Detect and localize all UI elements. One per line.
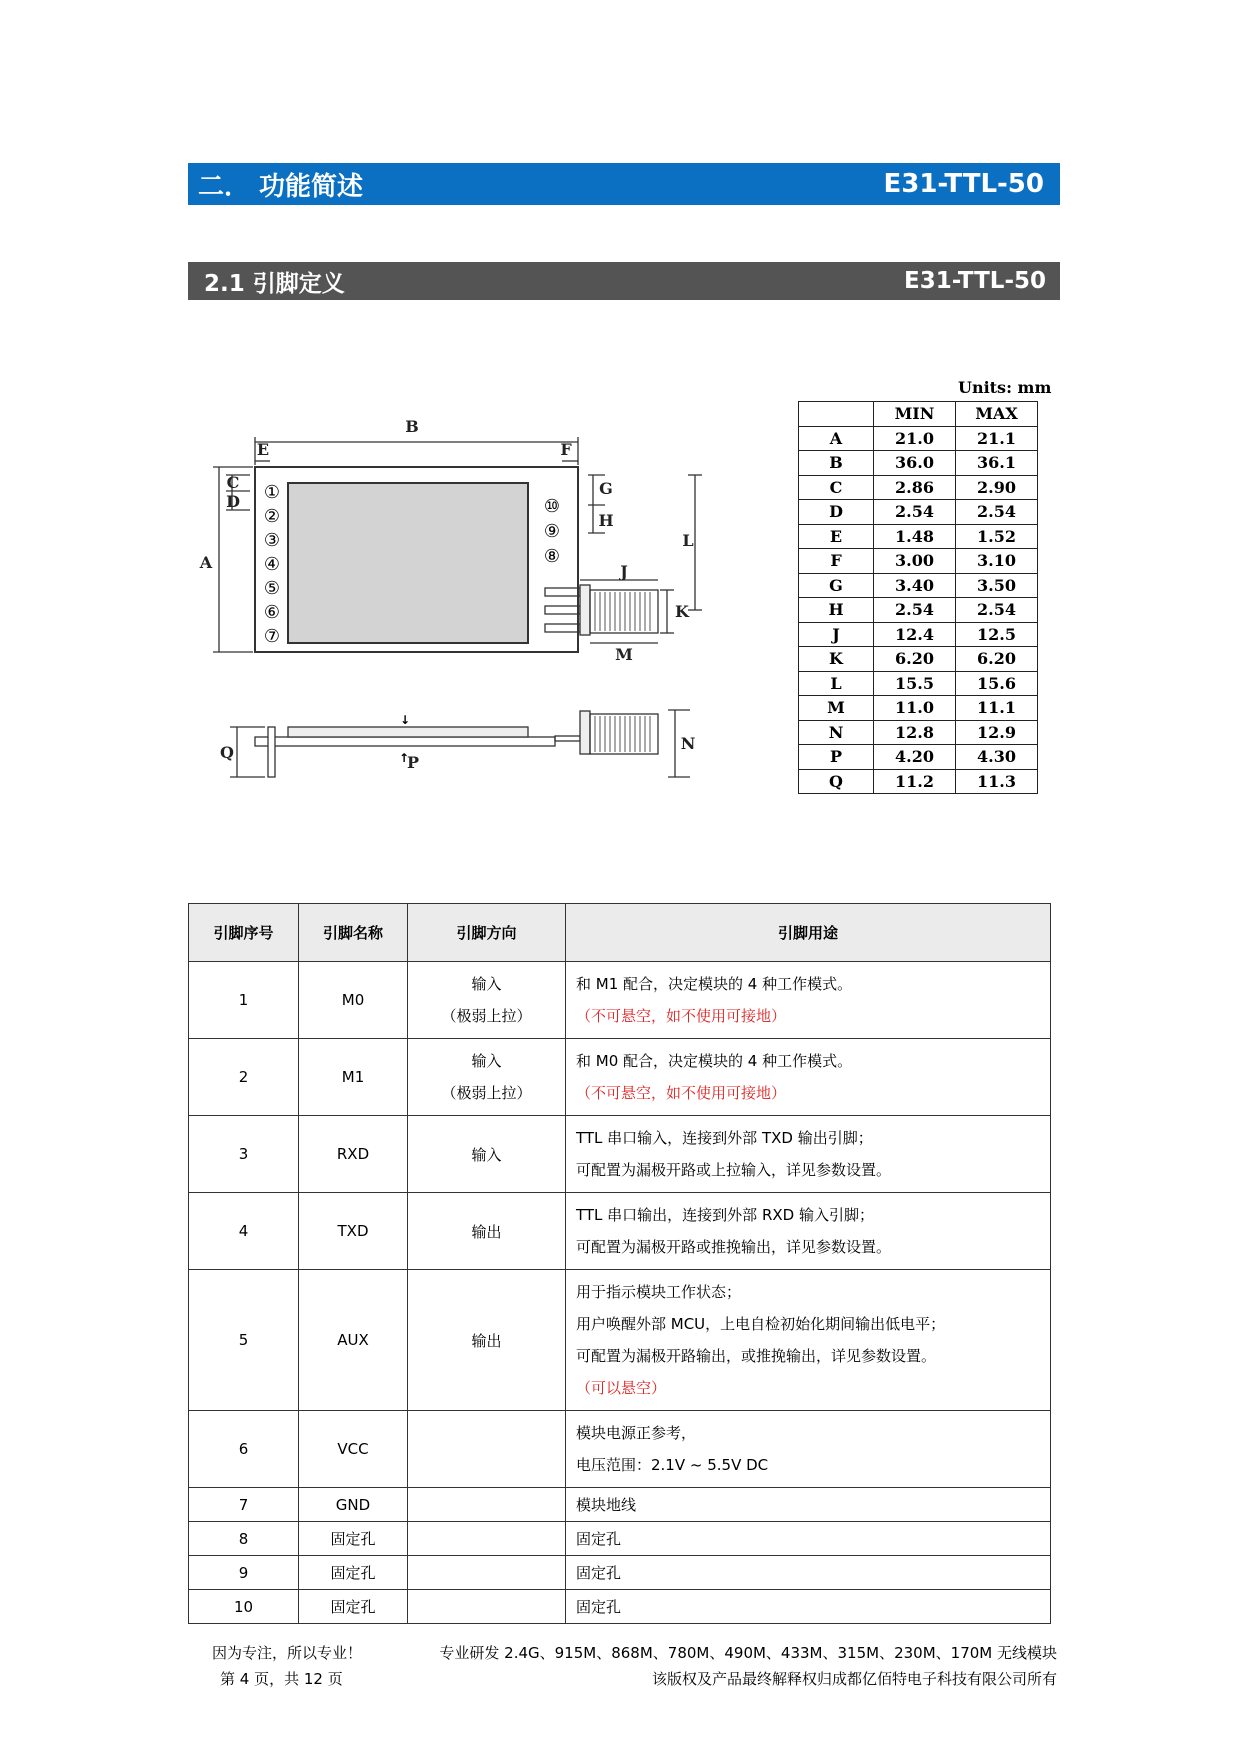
pin-label-3: ③ [263, 530, 281, 551]
dim-min: 12.8 [874, 720, 956, 745]
dim-max: 15.6 [956, 671, 1038, 696]
pin-usage: 模块地线 [566, 1488, 1051, 1522]
dim-row [799, 745, 1038, 770]
dim-label-n: N [680, 734, 696, 753]
pin-label-8: ⑧ [543, 546, 561, 567]
pin-usage: 固定孔 [566, 1522, 1051, 1556]
pin-row [189, 1116, 1051, 1193]
subsection-title: 2.1 引脚定义 [204, 270, 345, 297]
pin-name: 固定孔 [299, 1522, 408, 1556]
header-pin-name: 引脚名称 [299, 904, 408, 962]
arrow-down-icon: ↓ [399, 713, 411, 727]
dim-name: D [799, 500, 874, 525]
dim-name: E [799, 524, 874, 549]
dim-row [799, 500, 1038, 525]
dim-label-q: Q [220, 743, 234, 762]
pin-name: RXD [299, 1116, 408, 1193]
pin-number: 10 [189, 1590, 299, 1624]
dim-name: Q [799, 769, 874, 794]
pin-row [189, 1522, 1051, 1556]
pin-direction [408, 1556, 566, 1590]
dim-label-b: B [405, 417, 419, 436]
dim-name: J [799, 622, 874, 647]
dim-max: 1.52 [956, 524, 1038, 549]
pin-number: 2 [189, 1039, 299, 1116]
pin-row [189, 1411, 1051, 1488]
pin-row [189, 1488, 1051, 1522]
pin-label-10: ⑩ [543, 496, 561, 517]
dim-min: 6.20 [874, 647, 956, 672]
dim-label-g: G [599, 479, 613, 498]
dim-label-c: C [226, 473, 240, 492]
dim-max: 11.1 [956, 696, 1038, 721]
dim-min: 11.2 [874, 769, 956, 794]
dim-name: F [799, 549, 874, 574]
pin-name: AUX [299, 1270, 408, 1411]
dim-label-e: E [256, 440, 270, 459]
pin-usage: 和 M1 配合，决定模块的 4 种工作模式。 （不可悬空，如不使用可接地） [566, 962, 1051, 1039]
pin-row [189, 1193, 1051, 1270]
header-pin-usage: 引脚用途 [566, 904, 1051, 962]
dim-max: 36.1 [956, 451, 1038, 476]
dim-name: B [799, 451, 874, 476]
dim-row [799, 451, 1038, 476]
dim-row [799, 524, 1038, 549]
pin-direction: 输入 （极弱上拉） [408, 1039, 566, 1116]
dim-min: 12.4 [874, 622, 956, 647]
pin-number: 3 [189, 1116, 299, 1193]
dim-max: 12.5 [956, 622, 1038, 647]
subsection-model: E31-TTL-50 [904, 268, 1046, 294]
dim-label-f: F [560, 440, 572, 459]
dim-row [799, 647, 1038, 672]
pin-number: 5 [189, 1270, 299, 1411]
dim-label-p: P [406, 753, 420, 772]
dim-min: 4.20 [874, 745, 956, 770]
dim-header-blank [799, 402, 874, 427]
pin-label-1: ① [263, 482, 281, 503]
dim-name: A [799, 426, 874, 451]
dim-label-j: J [620, 562, 628, 581]
dim-label-d: D [226, 492, 240, 511]
pin-usage: 固定孔 [566, 1590, 1051, 1624]
dim-min: 3.00 [874, 549, 956, 574]
dim-row [799, 598, 1038, 623]
dim-max: 2.54 [956, 598, 1038, 623]
dim-label-h: H [598, 511, 614, 530]
dim-row [799, 671, 1038, 696]
footer-slogan: 因为专注，所以专业！ [212, 1644, 363, 1662]
dimension-table [798, 401, 1038, 794]
dim-max: 3.10 [956, 549, 1038, 574]
pin-label-6: ⑥ [263, 602, 281, 623]
footer-products: 专业研发 2.4G、915M、868M、780M、490M、433M、315M、230M、170M 无线模块 [439, 1644, 1057, 1662]
dim-max: 4.30 [956, 745, 1038, 770]
dim-min: 1.48 [874, 524, 956, 549]
section-model: E31-TTL-50 [883, 169, 1044, 199]
dim-max: 6.20 [956, 647, 1038, 672]
pin-direction [408, 1522, 566, 1556]
pin-number: 9 [189, 1556, 299, 1590]
pin-label-2: ② [263, 506, 281, 527]
dim-name: H [799, 598, 874, 623]
dim-row [799, 622, 1038, 647]
units-label: Units: mm [958, 378, 1052, 397]
dim-label-k: K [675, 602, 689, 621]
dim-max: 11.3 [956, 769, 1038, 794]
dim-min: 2.86 [874, 475, 956, 500]
dim-min: 2.54 [874, 500, 956, 525]
pin-usage: 用于指示模块工作状态； 用户唤醒外部 MCU，上电自检初始化期间输出低电平； 可配置为漏极开路输出，或推挽输出，详见参数设置。 （可以悬空） [566, 1270, 1051, 1411]
pin-direction [408, 1411, 566, 1488]
pin-name: GND [299, 1488, 408, 1522]
pin-row [189, 1039, 1051, 1116]
header-pin-number: 引脚序号 [189, 904, 299, 962]
pin-label-9: ⑨ [543, 521, 561, 542]
pin-name: M0 [299, 962, 408, 1039]
pin-table-header [189, 904, 1051, 962]
pin-direction: 输入 （极弱上拉） [408, 962, 566, 1039]
pin-number: 6 [189, 1411, 299, 1488]
pin-number: 4 [189, 1193, 299, 1270]
dim-min: 21.0 [874, 426, 956, 451]
dim-max: 3.50 [956, 573, 1038, 598]
header-pin-direction: 引脚方向 [408, 904, 566, 962]
dim-row [799, 475, 1038, 500]
pin-label-4: ④ [263, 554, 281, 575]
dim-max: 12.9 [956, 720, 1038, 745]
pin-row [189, 962, 1051, 1039]
pin-direction: 输出 [408, 1193, 566, 1270]
pin-usage: TTL 串口输入，连接到外部 TXD 输出引脚； 可配置为漏极开路或上拉输入，详见参数设置。 [566, 1116, 1051, 1193]
dim-name: C [799, 475, 874, 500]
pin-label-7: ⑦ [263, 626, 281, 647]
pin-usage: TTL 串口输出，连接到外部 RXD 输入引脚； 可配置为漏极开路或推挽输出，详见参数设置。 [566, 1193, 1051, 1270]
pin-direction: 输入 [408, 1116, 566, 1193]
dim-label-l: L [682, 531, 694, 550]
dim-row [799, 769, 1038, 794]
pin-definition-table [188, 903, 1051, 1624]
dim-min: 2.54 [874, 598, 956, 623]
dim-row [799, 549, 1038, 574]
pin-name: VCC [299, 1411, 408, 1488]
pin-direction [408, 1488, 566, 1522]
dim-row [799, 696, 1038, 721]
dim-header-max: MAX [956, 402, 1038, 427]
arrow-up-icon: ↑ [398, 751, 410, 765]
dim-label-a: A [199, 553, 213, 572]
dim-header-min: MIN [874, 402, 956, 427]
dim-name: K [799, 647, 874, 672]
pin-direction [408, 1590, 566, 1624]
pin-row [189, 1556, 1051, 1590]
pin-usage: 和 M0 配合，决定模块的 4 种工作模式。 （不可悬空，如不使用可接地） [566, 1039, 1051, 1116]
dim-max: 21.1 [956, 426, 1038, 451]
dim-min: 36.0 [874, 451, 956, 476]
dim-max: 2.90 [956, 475, 1038, 500]
pin-row [189, 1590, 1051, 1624]
dim-name: L [799, 671, 874, 696]
dim-row [799, 720, 1038, 745]
pin-usage: 固定孔 [566, 1556, 1051, 1590]
dim-label-m: M [615, 645, 633, 664]
dim-name: G [799, 573, 874, 598]
pin-number: 7 [189, 1488, 299, 1522]
pin-usage: 模块电源正参考， 电压范围：2.1V ~ 5.5V DC [566, 1411, 1051, 1488]
dim-min: 11.0 [874, 696, 956, 721]
pin-name: 固定孔 [299, 1556, 408, 1590]
pin-name: M1 [299, 1039, 408, 1116]
pin-row [189, 1270, 1051, 1411]
pin-label-5: ⑤ [263, 578, 281, 599]
dim-min: 3.40 [874, 573, 956, 598]
dim-name: N [799, 720, 874, 745]
pin-direction: 输出 [408, 1270, 566, 1411]
dim-row [799, 426, 1038, 451]
pin-number: 8 [189, 1522, 299, 1556]
dim-min: 15.5 [874, 671, 956, 696]
dim-name: P [799, 745, 874, 770]
pin-number: 1 [189, 962, 299, 1039]
pin-name: 固定孔 [299, 1590, 408, 1624]
section-title: 二． 功能简述 [198, 171, 364, 202]
pin-name: TXD [299, 1193, 408, 1270]
dim-max: 2.54 [956, 500, 1038, 525]
footer-page-number: 第 4 页，共 12 页 [220, 1670, 343, 1688]
dim-row [799, 573, 1038, 598]
dim-name: M [799, 696, 874, 721]
footer-copyright: 该版权及产品最终解释权归成都亿佰特电子科技有限公司所有 [651, 1670, 1057, 1688]
